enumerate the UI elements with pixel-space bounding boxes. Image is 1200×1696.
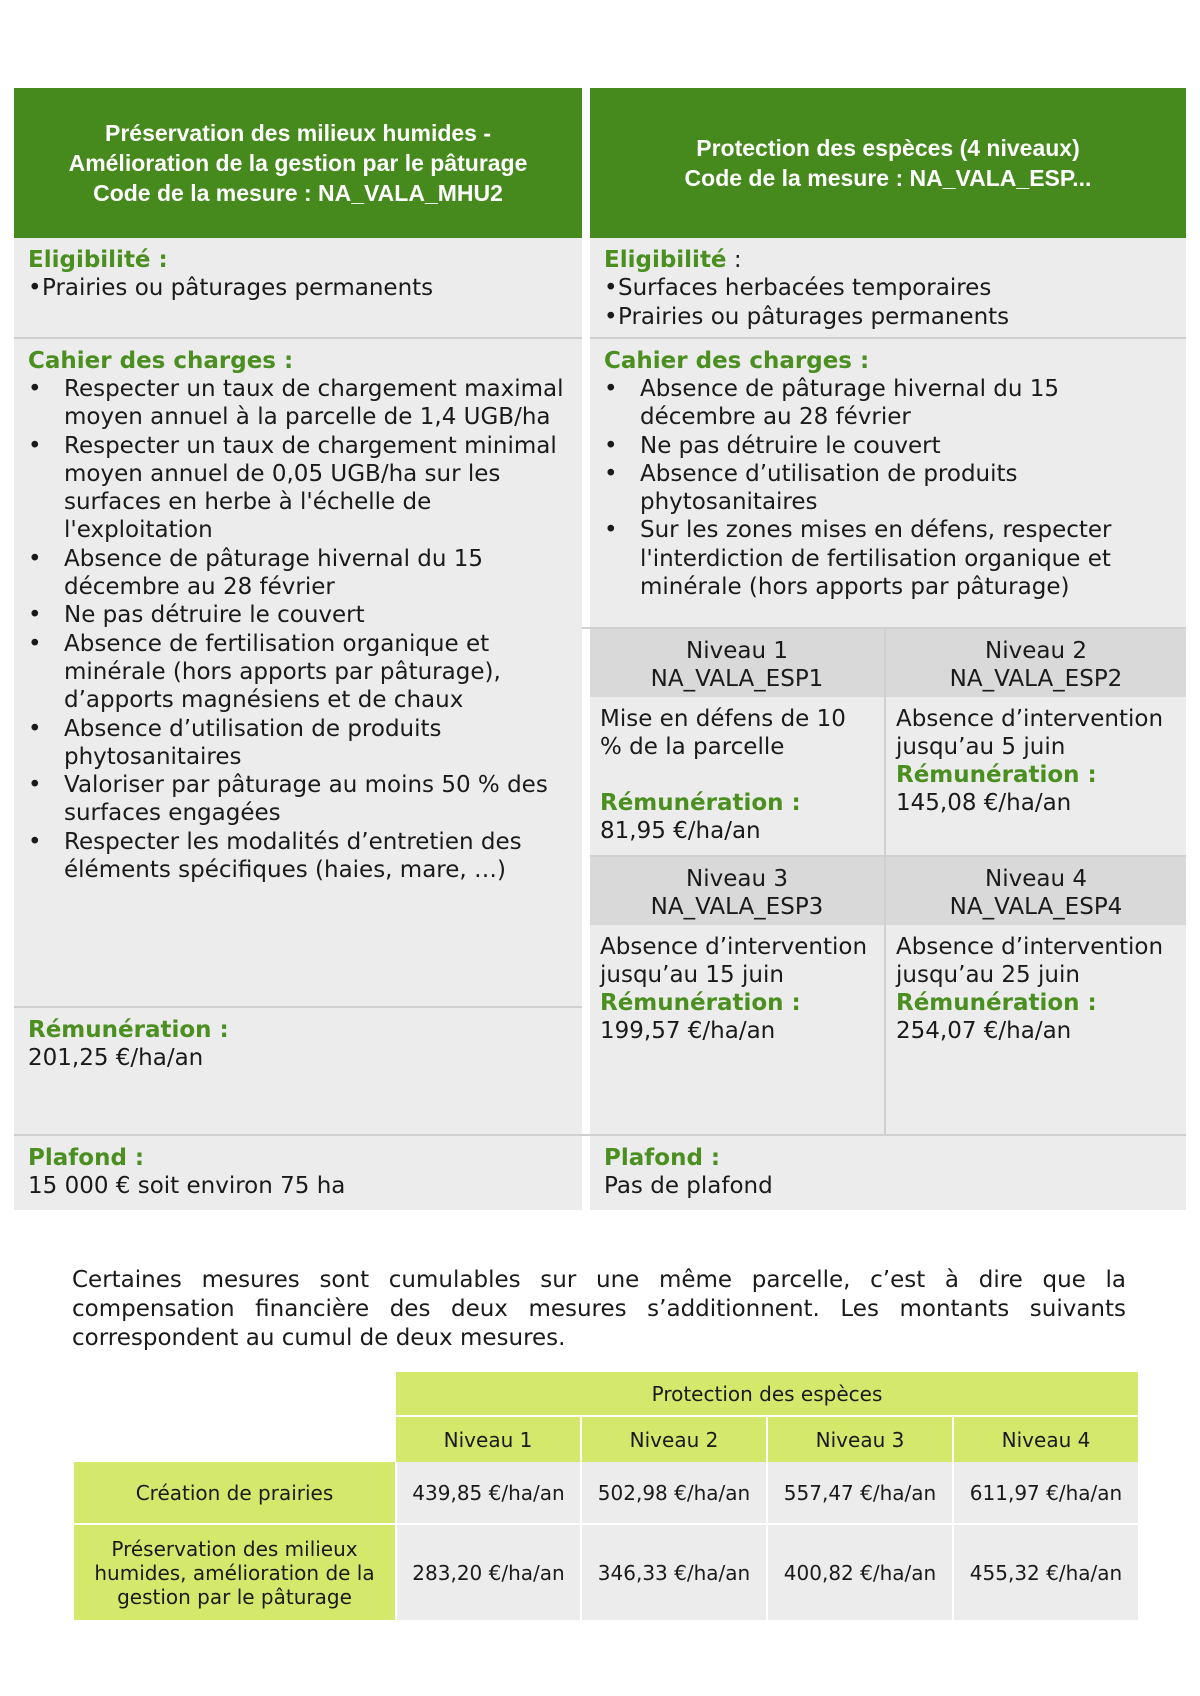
right-plafond <box>590 1138 1186 1206</box>
right-eligibility <box>590 240 1186 338</box>
level-2-rem-label: Rémunération : <box>896 762 1097 788</box>
cumul-paragraph: Certaines mesures sont cumulables sur une même parcelle, c’est à dire que la compensation financière des deux mesures s’additionnent. Les montants suivants correspondent au cumul de deux mesures. <box>72 1267 1126 1351</box>
level-4-name: Niveau 4 <box>985 866 1087 892</box>
level-2-header <box>886 629 1186 697</box>
right-cahier <box>590 341 1186 607</box>
list-item: • Surfaces herbacées temporaires <box>604 274 1172 303</box>
table-col-header: Niveau 1 <box>396 1416 581 1462</box>
table-empty-corner <box>74 1372 396 1416</box>
list-item: • Valoriser par pâturage au moins 50 % des surfaces engagées <box>28 771 572 828</box>
level-1-code: NA_VALA_ESP1 <box>650 666 824 692</box>
level-4-code: NA_VALA_ESP4 <box>949 894 1123 920</box>
left-header-line-2: Amélioration de la gestion par le pâturage <box>68 150 528 176</box>
right-header-line-1: Protection des espèces (4 niveaux) <box>696 135 1080 161</box>
left-cahier-label: Cahier des charges : <box>28 348 294 374</box>
list-item: • Absence d’utilisation de produits phytosanitaires <box>28 715 572 772</box>
list-item: • Respecter les modalités d’entretien des éléments spécifiques (haies, mare, …) <box>28 828 572 885</box>
table-cell: 283,20 €/ha/an <box>396 1524 581 1620</box>
level-grid-vline <box>884 629 886 1134</box>
right-plafond-label: Plafond : <box>604 1145 721 1171</box>
list-item: • Absence d’utilisation de produits phytosanitaires <box>604 460 1176 517</box>
level-2-content <box>886 699 1186 823</box>
level-3-rem-value: 199,57 €/ha/an <box>600 1018 776 1044</box>
left-remuneration <box>14 1010 582 1078</box>
level-2-name: Niveau 2 <box>985 638 1087 664</box>
table-col-header: Niveau 3 <box>767 1416 953 1462</box>
right-cahier-label: Cahier des charges : <box>604 348 870 374</box>
left-plafond-label: Plafond : <box>28 1145 145 1171</box>
table-row-label: Préservation des milieux humides, amélioration de la gestion par le pâturage <box>74 1524 396 1620</box>
right-eligibility-list <box>604 274 1172 332</box>
table-cell: 346,33 €/ha/an <box>581 1524 767 1620</box>
level-1-name: Niveau 1 <box>686 638 788 664</box>
list-item: • Absence de pâturage hivernal du 15 décembre au 28 février <box>604 375 1176 432</box>
table-cell: 400,82 €/ha/an <box>767 1524 953 1620</box>
left-measure-header <box>14 88 582 238</box>
right-eligibility-label: Eligibilité <box>604 247 727 273</box>
left-cahier <box>14 341 582 890</box>
level-4-rem-value: 254,07 €/ha/an <box>896 1018 1072 1044</box>
divider <box>14 1134 582 1136</box>
table-row <box>74 1524 1138 1620</box>
level-2-rem-value: 145,08 €/ha/an <box>896 790 1072 816</box>
divider <box>590 337 1186 339</box>
left-eligibility <box>14 240 582 309</box>
table-col-header: Niveau 2 <box>581 1416 767 1462</box>
right-measure-header <box>590 88 1186 238</box>
left-eligibility-label: Eligibilité : <box>28 247 168 273</box>
level-3-content <box>590 927 884 1051</box>
left-eligibility-list <box>28 274 568 303</box>
list-item: • Prairies ou pâturages permanents <box>604 303 1172 332</box>
level-3-name: Niveau 3 <box>686 866 788 892</box>
level-1-rem-value: 81,95 €/ha/an <box>600 818 761 844</box>
cumul-table <box>74 1372 1138 1620</box>
table-cell: 502,98 €/ha/an <box>581 1462 767 1524</box>
table-group-header: Protection des espèces <box>396 1372 1138 1416</box>
level-4-content <box>886 927 1186 1051</box>
table-cell: 439,85 €/ha/an <box>396 1462 581 1524</box>
list-item: • Absence de pâturage hivernal du 15 décembre au 28 février <box>28 545 572 602</box>
right-eligibility-colon: : <box>726 247 742 273</box>
list-item: • Respecter un taux de chargement maximal moyen annuel à la parcelle de 1,4 UGB/ha <box>28 375 572 432</box>
right-cahier-list <box>604 375 1176 601</box>
table-row-label: Création de prairies <box>74 1462 396 1524</box>
level-4-rem-label: Rémunération : <box>896 990 1097 1016</box>
list-item: • Ne pas détruire le couvert <box>28 601 572 629</box>
level-2-code: NA_VALA_ESP2 <box>949 666 1123 692</box>
level-1-content <box>590 699 884 851</box>
right-header-line-2: Code de la mesure : NA_VALA_ESP... <box>684 165 1092 191</box>
table-cell: 557,47 €/ha/an <box>767 1462 953 1524</box>
table-empty-corner <box>74 1416 396 1462</box>
list-item: • Absence de fertilisation organique et minérale (hors apports par pâturage), d’apports magnésiens et de chaux <box>28 630 572 715</box>
table-cell: 611,97 €/ha/an <box>953 1462 1138 1524</box>
table-cell: 455,32 €/ha/an <box>953 1524 1138 1620</box>
level-1-desc: Mise en défens de 10 % de la parcelle <box>600 706 846 760</box>
list-item: • Sur les zones mises en défens, respecter l'interdiction de fertilisation organique et minérale (hors apports par pâturage) <box>604 516 1176 601</box>
left-remuneration-label: Rémunération : <box>28 1017 229 1043</box>
divider <box>14 337 582 339</box>
left-cahier-list <box>28 375 572 884</box>
divider <box>14 1006 582 1008</box>
right-plafond-value: Pas de plafond <box>604 1173 773 1199</box>
left-plafond <box>14 1138 582 1206</box>
level-3-rem-label: Rémunération : <box>600 990 801 1016</box>
table-col-header: Niveau 4 <box>953 1416 1138 1462</box>
left-header-line-1: Préservation des milieux humides - <box>104 120 492 146</box>
level-2-desc: Absence d’intervention jusqu’au 5 juin <box>896 706 1164 760</box>
level-1-rem-label: Rémunération : <box>600 790 801 816</box>
level-1-header <box>590 629 884 697</box>
level-3-code: NA_VALA_ESP3 <box>650 894 824 920</box>
list-item: • Prairies ou pâturages permanents <box>28 274 568 303</box>
divider <box>582 1134 1186 1136</box>
level-3-header <box>590 857 884 925</box>
list-item: • Ne pas détruire le couvert <box>604 432 1176 460</box>
table-row <box>74 1462 1138 1524</box>
list-item: • Respecter un taux de chargement minimal moyen annuel de 0,05 UGB/ha sur les surfaces en herbe à l'échelle de l'exploitation <box>28 432 572 545</box>
left-plafond-value: 15 000 € soit environ 75 ha <box>28 1173 346 1199</box>
divider <box>590 855 1186 857</box>
level-4-header <box>886 857 1186 925</box>
left-header-line-3: Code de la mesure : NA_VALA_MHU2 <box>93 180 503 206</box>
level-4-desc: Absence d’intervention jusqu’au 25 juin <box>896 934 1164 988</box>
level-3-desc: Absence d’intervention jusqu’au 15 juin <box>600 934 868 988</box>
left-remuneration-value: 201,25 €/ha/an <box>28 1045 204 1071</box>
